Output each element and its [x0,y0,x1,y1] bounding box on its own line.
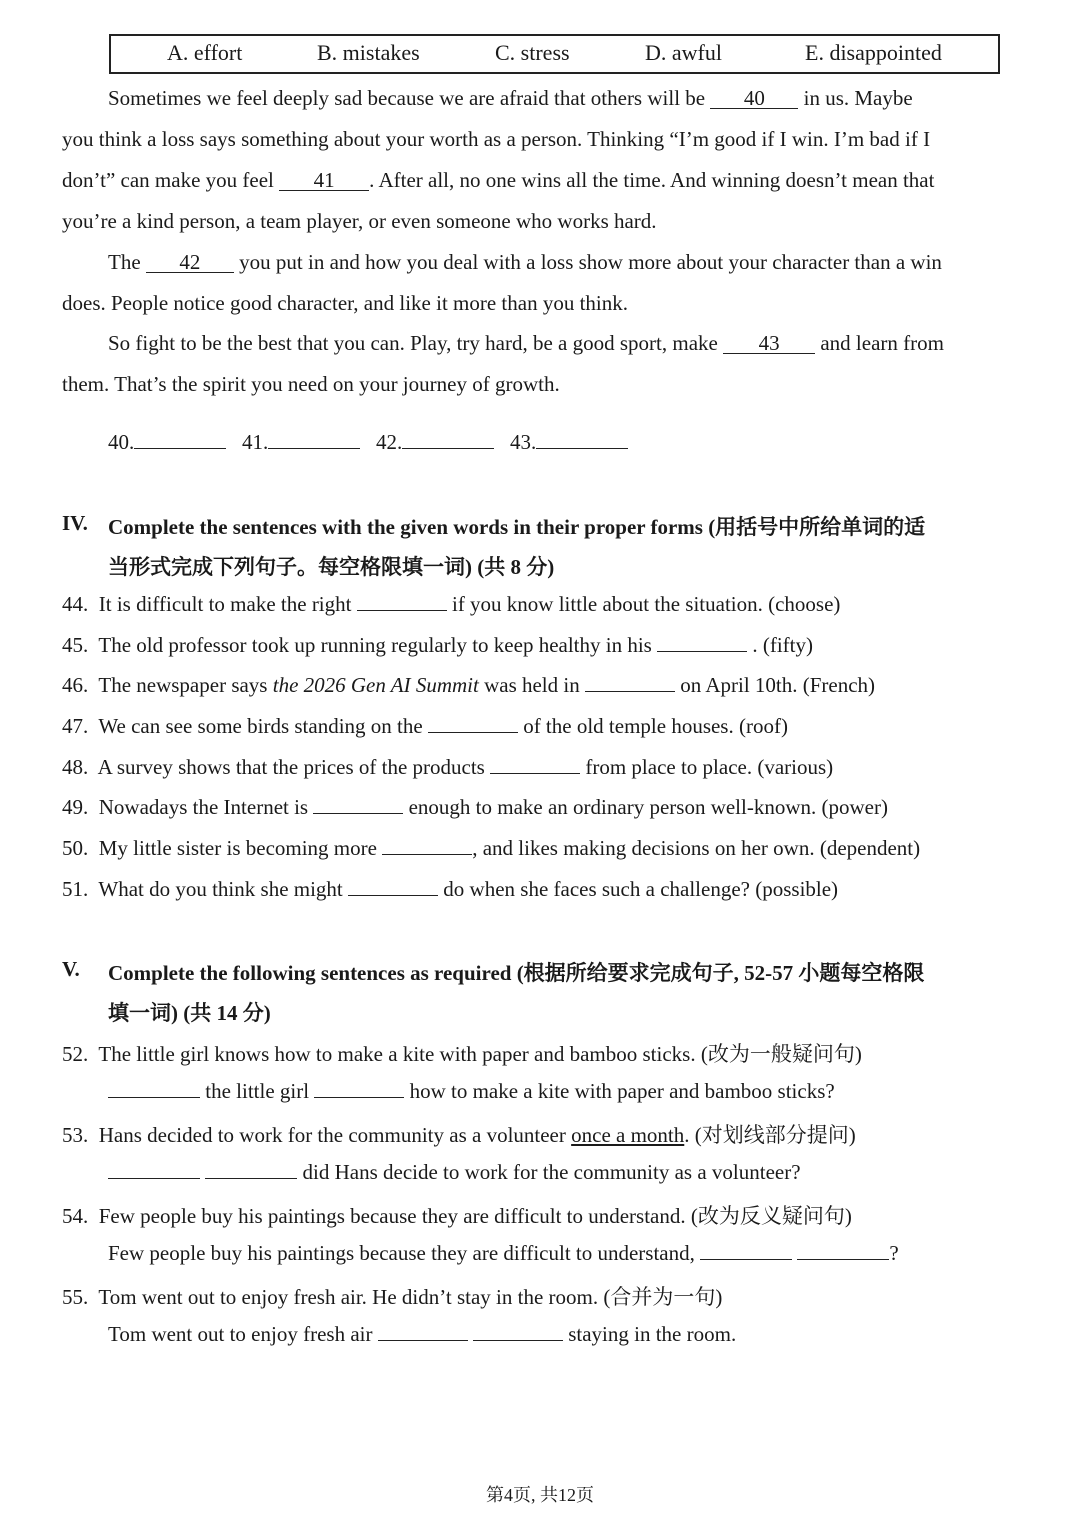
question-49: 49. Nowadays the Internet is enough to make an ordinary person well-known. (power) [62,795,888,819]
passage-line-2: you think a loss says something about your worth as a person. Thinking “I’m good if I win. I’m bad if I [62,127,931,151]
question-53-line-2: did Hans decide to work for the community as a volunteer? [108,1160,801,1185]
blank-52-2[interactable] [314,1097,404,1098]
blank-46[interactable] [585,691,675,692]
option-a: A. effort [167,40,243,65]
question-54: 54. Few people buy his paintings because they are difficult to understand. (改为反义疑问句) [62,1204,852,1228]
blank-54-1[interactable] [700,1259,792,1260]
blank-53-2[interactable] [205,1178,297,1179]
option-d: D. awful [645,40,722,65]
passage-line-5: The 42 you put in and how you deal with a loss show more about your character than a win [108,250,942,274]
blank-50[interactable] [382,854,472,855]
passage-line-7: So fight to be the best that you can. Play, try hard, be a good sport, make 43 and learn from [108,331,944,355]
answer-40-field[interactable] [134,448,226,449]
blank-52-1[interactable] [108,1097,200,1098]
option-b: B. mistakes [317,40,420,65]
question-52-line-2: the little girl how to make a kite with paper and bamboo sticks? [108,1079,835,1104]
word-bank-box [109,34,1000,74]
blank-51[interactable] [348,895,438,896]
option-e: E. disappointed [805,40,942,65]
blank-49[interactable] [313,813,403,814]
question-46: 46. The newspaper says the 2026 Gen AI Summit was held in on April 10th. (French) [62,673,876,697]
question-51: 51. What do you think she might do when she faces such a challenge? (possible) [62,877,839,901]
question-54-line-2: Few people buy his paintings because they are difficult to understand, ? [108,1241,899,1265]
blank-43[interactable]: 43 [723,333,815,354]
blank-45[interactable] [657,651,747,652]
blank-48[interactable] [490,773,580,774]
question-55-line-2: Tom went out to enjoy fresh air staying in the room. [108,1322,737,1346]
answer-41-field[interactable] [268,448,360,449]
answer-42-field[interactable] [402,448,494,449]
passage-line-1: Sometimes we feel deeply sad because we are afraid that others will be 40 in us. Maybe [108,86,913,110]
blank-44[interactable] [357,610,447,611]
section-4-number: IV. [62,511,88,535]
section-5-number: V. [62,957,80,981]
question-53: 53. Hans decided to work for the community as a volunteer once a month. (对划线部分提问) [62,1123,856,1147]
question-45: 45. The old professor took up running regularly to keep healthy in his . (fifty) [62,633,813,657]
question-52: 52. The little girl knows how to make a kite with paper and bamboo sticks. (改为一般疑问句) [62,1042,862,1066]
passage-line-6: does. People notice good character, and like it more than you think. [62,291,628,315]
blank-47[interactable] [428,732,518,733]
section-4-title-1: Complete the sentences with the given words in their proper forms (用括号中所给单词的适 [108,515,926,539]
blank-55-1[interactable] [378,1340,468,1341]
question-44: 44. It is difficult to make the right if you know little about the situation. (choose) [62,592,841,616]
blank-42[interactable]: 42 [146,252,234,273]
blank-53-1[interactable] [108,1178,200,1179]
question-47: 47. We can see some birds standing on the of the old temple houses. (roof) [62,714,788,738]
question-48: 48. A survey shows that the prices of the products from place to place. (various) [62,755,834,779]
page-number: 第4页, 共12页 [486,1485,594,1505]
blank-40[interactable]: 40 [710,88,798,109]
answer-43-field[interactable] [536,448,628,449]
answer-row: 40. 41. 42. 43. [108,430,628,455]
section-5-title-2: 填一词) (共 14 分) [108,1001,271,1025]
blank-54-2[interactable] [797,1259,889,1260]
question-55: 55. Tom went out to enjoy fresh air. He didn’t stay in the room. (合并为一句) [62,1285,723,1309]
underlined-phrase: once a month [571,1123,685,1147]
passage-line-8: them. That’s the spirit you need on your journey of growth. [62,372,560,396]
blank-55-2[interactable] [473,1340,563,1341]
passage-line-4: you’re a kind person, a team player, or even someone who works hard. [62,209,657,233]
section-4-title-2: 当形式完成下列句子。每空格限填一词) (共 8 分) [108,555,555,579]
section-5-title-1: Complete the following sentences as required (根据所给要求完成句子, 52-57 小题每空格限 [108,961,925,985]
passage-line-3: don’t” can make you feel 41 . After all, no one wins all the time. And winning doesn’t mean that [62,168,935,192]
option-c: C. stress [495,40,570,65]
blank-41[interactable]: 41 [279,170,369,191]
question-50: 50. My little sister is becoming more , and likes making decisions on her own. (dependent) [62,836,921,860]
